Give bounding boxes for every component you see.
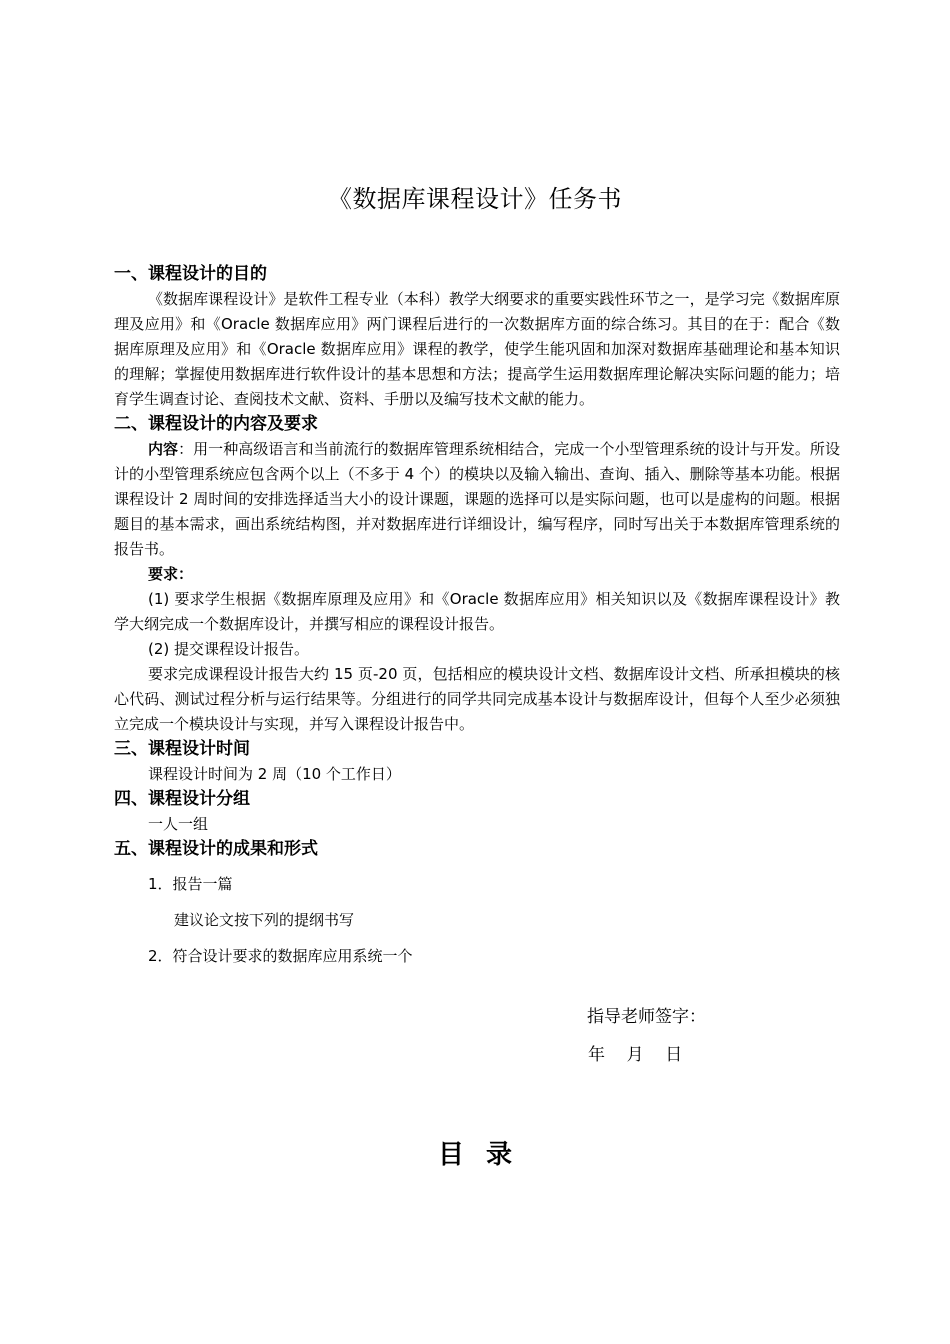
output-item-1-note: 建议论文按下列的提纲书写 <box>174 911 355 929</box>
advisor-signature-label: 指导老师签字： <box>587 1007 706 1027</box>
content-label: 内容 <box>148 440 179 458</box>
requirements-label: 要求： <box>148 565 194 583</box>
section-1-heading: 一、课程设计的目的 <box>114 264 267 284</box>
section-2-heading: 二、课程设计的内容及要求 <box>114 414 318 434</box>
section-3-text: 课程设计时间为 2 周（10 个工作日） <box>148 765 401 783</box>
requirement-2: (2) 提交课程设计报告。 <box>148 640 310 658</box>
requirement-3: 要求完成课程设计报告大约 15 页-20 页，包括相应的模块设计文档、数据库设计文档、所承担模块的核心代码、测试过程分析与运行结果等。分组进行的同学共同完成基本设计与数据库设计，但每个人至少必须独立完成一个模块设计与实现，并写入课程设计报告中。 <box>114 665 840 733</box>
section-2-content-paragraph <box>114 437 840 562</box>
document-title: 《数据库课程设计》任务书 <box>328 185 622 213</box>
section-3-heading: 三、课程设计时间 <box>114 739 250 759</box>
table-of-contents-title: 目录 <box>437 1140 534 1170</box>
document-body <box>114 262 840 969</box>
content-text: ：用一种高级语言和当前流行的数据库管理系统相结合，完成一个小型管理系统的设计与开发。所设计的小型管理系统应包含两个以上（不多于 4 个）的模块以及输入输出、查询、插入、删除等基本功能。根据课程设计 2 周时间的安排选择适当大小的设计课题，课题的选择可以是实际问题，也可以是虚构的问题。根据题目的基本需求，画出系统结构图，并对数据库进行详细设计，编写程序，同时写出关于本数据库管理系统的报告书。 <box>114 440 840 558</box>
output-item-2: 2．符合设计要求的数据库应用系统一个 <box>148 947 413 965</box>
section-4-heading: 四、课程设计分组 <box>114 789 250 809</box>
signature-date-line: 年 月 日 <box>588 1045 683 1065</box>
requirement-1: (1) 要求学生根据《数据库原理及应用》和《Oracle 数据库应用》相关知识以及《数据库课程设计》教学大纲完成一个数据库设计，并撰写相应的课程设计报告。 <box>114 590 840 633</box>
section-4-text: 一人一组 <box>148 815 209 833</box>
section-5-heading: 五、课程设计的成果和形式 <box>114 839 318 859</box>
output-item-1: 1．报告一篇 <box>148 875 233 893</box>
section-1-paragraph: 《数据库课程设计》是软件工程专业（本科）教学大纲要求的重要实践性环节之一，是学习完《数据库原理及应用》和《Oracle 数据库应用》两门课程后进行的一次数据库方面的综合练习。其目的在于：配合《数据库原理及应用》和《Oracle 数据库应用》课程的教学，使学生能巩固和加深对数据库基础理论和基本知识的理解；掌握使用数据库进行软件设计的基本思想和方法；提高学生运用数据库理论解决实际问题的能力；培育学生调查讨论、查阅技术文献、资料、手册以及编写技术文献的能力。 <box>114 290 840 408</box>
